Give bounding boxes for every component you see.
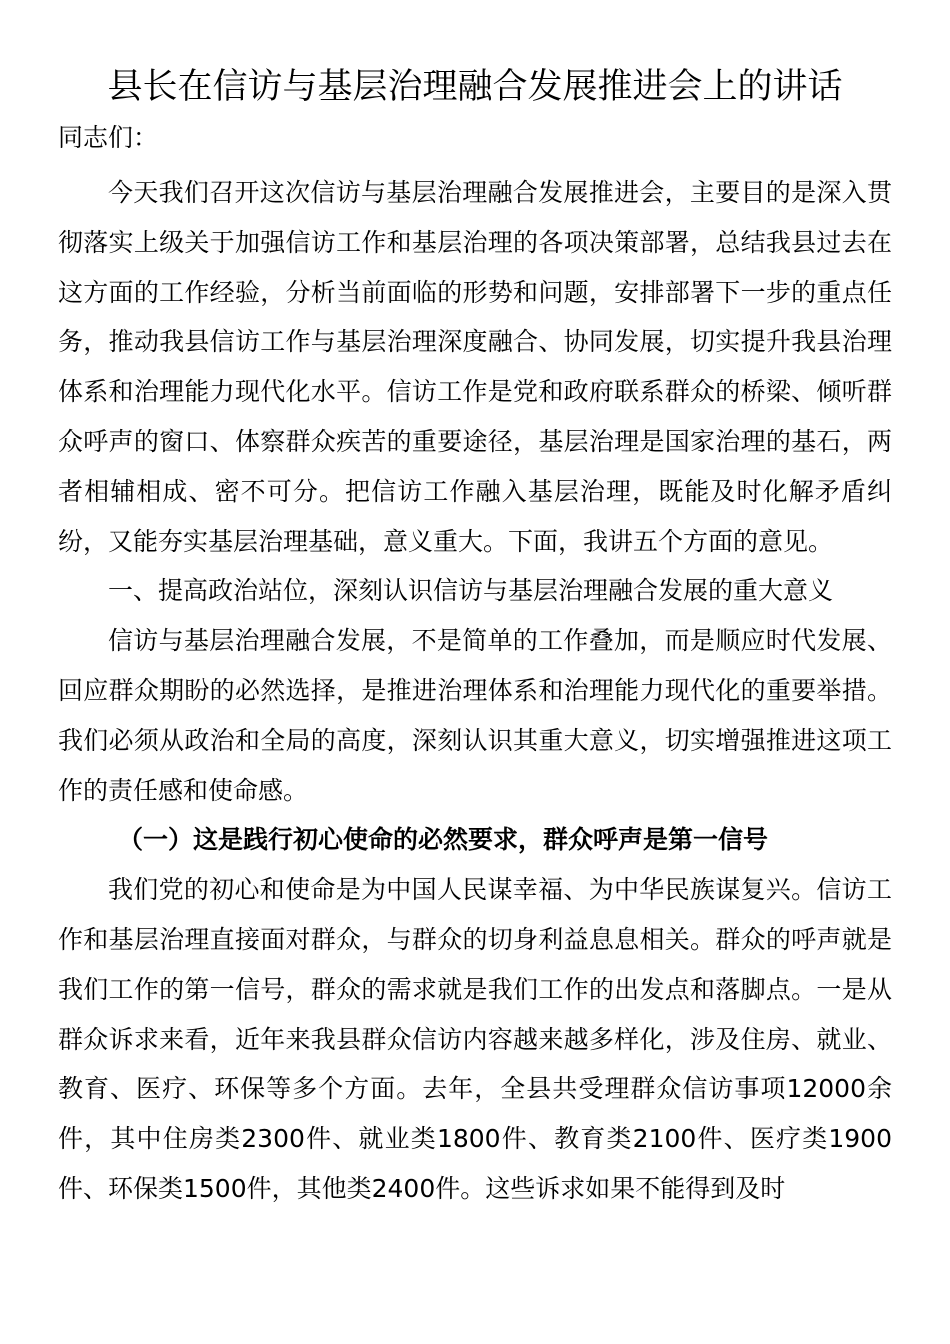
section-paragraph: 信访与基层治理融合发展，不是简单的工作叠加，而是顺应时代发展、回应群众期盼的必然选择，是推进治理体系和治理能力现代化的重要举措。我们必须从政治和全局的高度，深刻认识其重大意义，切实增强推进这项工作的责任感和使命感。 [58,626,892,805]
document-body [58,168,892,1214]
subsection-heading: （一）这是践行初心使命的必然要求，群众呼声是第一信号 [118,825,769,855]
document-title: 县长在信访与基层治理融合发展推进会上的讲话 [107,67,843,107]
intro-paragraph: 今天我们召开这次信访与基层治理融合发展推进会，主要目的是深入贯彻落实上级关于加强信访工作和基层治理的各项决策部署，总结我县过去在这方面的工作经验，分析当前面临的形势和问题，安排部署下一步的重点任务，推动我县信访工作与基层治理深度融合、协同发展，切实提升我县治理体系和治理能力现代化水平。信访工作是党和政府联系群众的桥梁、倾听群众呼声的窗口、体察群众疾苦的重要途径，基层治理是国家治理的基石，两者相辅相成、密不可分。把信访工作融入基层治理，既能及时化解矛盾纠纷，又能夯实基层治理基础，意义重大。下面，我讲五个方面的意见。 [58,178,892,556]
subsection-paragraph: 我们党的初心和使命是为中国人民谋幸福、为中华民族谋复兴。信访工作和基层治理直接面对群众，与群众的切身利益息息相关。群众的呼声就是我们工作的第一信号，群众的需求就是我们工作的出发点和落脚点。一是从群众诉求来看，近年来我县群众信访内容越来越多样化，涉及住房、就业、教育、医疗、环保等多个方面。去年，全县共受理群众信访事项12000余件，其中住房类2300件、就业类1800件、教育类2100件、医疗类1900件、环保类1500件，其他类2400件。这些诉求如果不能得到及时 [58,875,892,1203]
section-heading: 一、提高政治站位，深刻认识信访与基层治理融合发展的重大意义 [108,576,834,606]
greeting: 同志们： [58,123,159,152]
